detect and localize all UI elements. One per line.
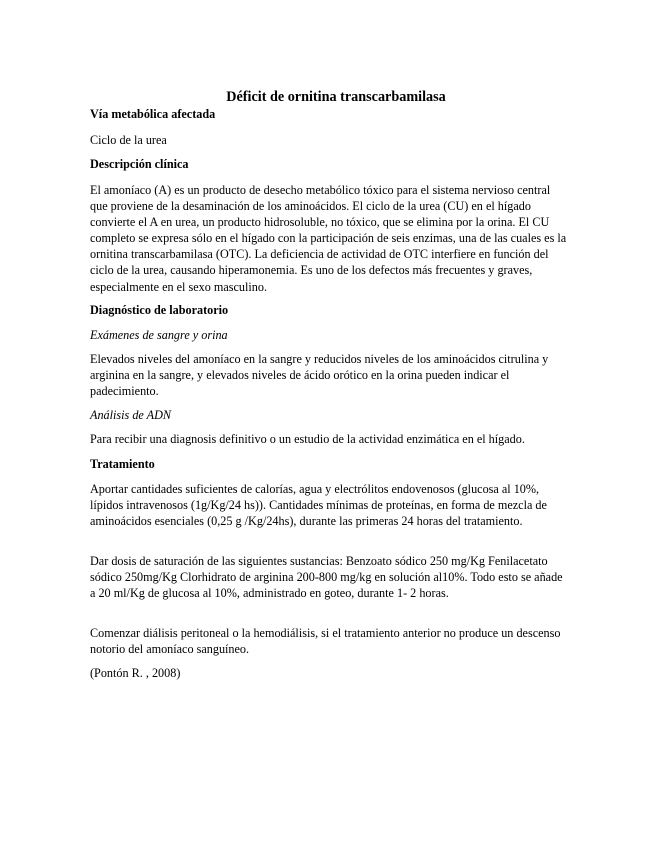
section-heading-tratamiento: Tratamiento	[90, 457, 155, 471]
section-heading-via: Vía metabólica afectada	[90, 107, 216, 121]
tratamiento-text-3: Comenzar diálisis peritoneal o la hemodiálisis, si el tratamiento anterior no produce un descenso notorio del amoníaco sanguíneo.	[90, 626, 561, 657]
tratamiento-text-1: Aportar cantidades suficientes de calorías, agua y electrólitos endovenosos (glucosa al 10%, lípidos intravenosos (1g/Kg/24 hs)). Cantidades mínimas de proteínas, en forma de mezcla de aminoácidos esenciales (0,25 g /Kg/24hs), durante las primeras 24 horas del tratamiento.	[90, 482, 547, 529]
diagnostico-sangre-text: Elevados niveles del amoníaco en la sangre y reducidos niveles de los aminoácidos citrulina y arginina en la sangre, y elevados niveles de ácido orótico en la orina pueden indicar el padecimiento.	[90, 352, 549, 399]
tratamiento-text-2: Dar dosis de saturación de las siguientes sustancias: Benzoato sódico 250 mg/Kg Fenilacetato sódico 250mg/Kg Clorhidrato de arginina 200-800 mg/kg en solución al10%. Todo esto se añade a 20 ml/Kg de glucosa al 10%, administrado en goteo, durante 1- 2 horas.	[90, 554, 563, 601]
section-heading-diagnostico: Diagnóstico de laboratorio	[90, 303, 229, 317]
diagnostico-adn-text: Para recibir una diagnosis definitivo o un estudio de la actividad enzimática en el hígado.	[90, 432, 525, 446]
diagnostico-subheading-adn: Análisis de ADN	[90, 408, 172, 422]
citation: (Pontón R. , 2008)	[90, 666, 181, 680]
via-text: Ciclo de la urea	[90, 133, 167, 147]
page-title: Déficit de ornitina transcarbamilasa	[226, 89, 446, 105]
diagnostico-subheading-sangre: Exámenes de sangre y orina	[90, 328, 228, 342]
descripcion-text: El amoníaco (A) es un producto de desecho metabólico tóxico para el sistema nervioso central que proviene de la desaminación de los aminoácidos. El ciclo de la urea (CU) en el hígado convierte el A en urea, un producto hidrosoluble, no tóxico, que se elimina por la orina. El CU completo se expresa sólo en el hígado con la participación de seis enzimas, una de las cuales es la ornitina transcarbamilasa (OTC). La deficiencia de actividad de OTC interfiere en función del ciclo de la urea, causando hiperamonemia. Es uno de los defectos más frecuentes y graves, especialmente en el sexo masculino.	[90, 183, 567, 294]
section-heading-descripcion: Descripción clínica	[90, 157, 189, 171]
